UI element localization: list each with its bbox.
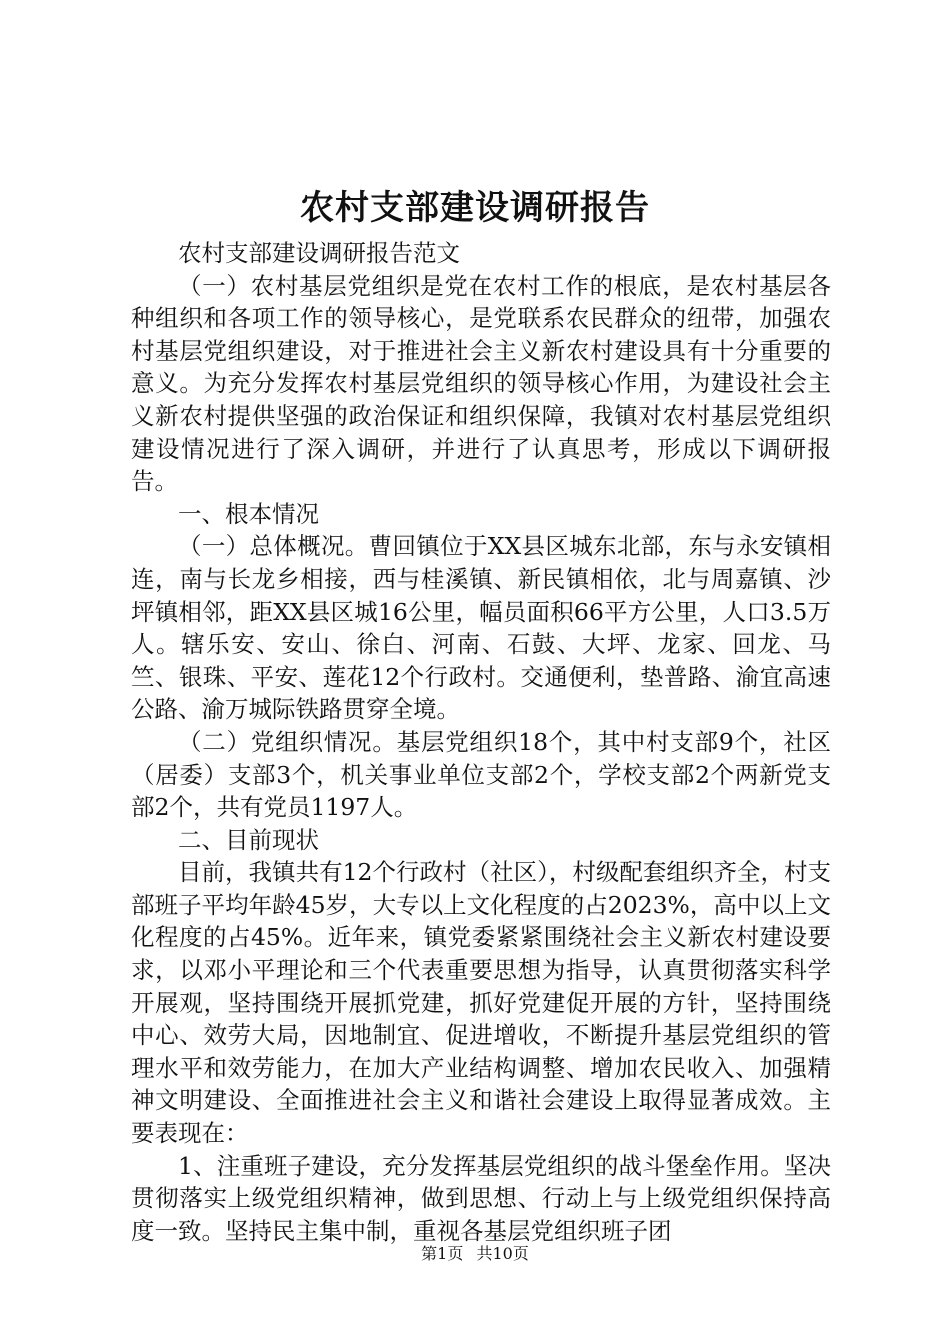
document-title: 农村支部建设调研报告: [300, 188, 650, 228]
section-heading: 二、目前现状: [178, 825, 319, 854]
page-number: 第1页: [421, 1244, 464, 1263]
body-paragraph: （二）党组织情况。基层党组织18个，其中村支部9个，社区（居委）支部3个，机关事业单位支部2个，学校支部2个两新党支部2个，共有党员1197人。: [131, 727, 831, 822]
section-heading: 一、根本情况: [178, 499, 319, 528]
body-paragraph: （一）农村基层党组织是党在农村工作的根底，是农村基层各种组织和各项工作的领导核心，是党联系农民群众的纽带，加强农村基层党组织建设，对于推进社会主义新农村建设具有十分重要的意义。为充分发挥农村基层党组织的领导核心作用，为建设社会主义新农村提供坚强的政治保证和组织保障，我镇对农村基层党组织建设情况进行了深入调研，并进行了认真思考，形成以下调研报告。: [131, 271, 831, 496]
page-total: 共10页: [476, 1244, 529, 1263]
document-body: [131, 237, 831, 1247]
body-paragraph: 1、注重班子建设，充分发挥基层党组织的战斗堡垒作用。坚决贯彻落实上级党组织精神，做到思想、行动上与上级党组织保持高度一致。坚持民主集中制，重视各基层党组织班子团: [131, 1151, 831, 1245]
subtitle-paragraph: 农村支部建设调研报告范文: [178, 239, 460, 267]
body-paragraph: 目前，我镇共有12个行政村（社区），村级配套组织齐全，村支部班子平均年龄45岁，大专以上文化程度的占2023%，高中以上文化程度的占45%。近年来，镇党委紧紧围绕社会主义新农村建设要求，以邓小平理论和三个代表重要思想为指导，认真贯彻落实科学开展观，坚持围绕开展抓党建，抓好党建促开展的方针，坚持围绕中心、效劳大局，因地制宜、促进增收，不断提升基层党组织的管理水平和效劳能力，在加大产业结构调整、增加农民收入、加强精神文明建设、全面推进社会主义和谐社会建设上取得显著成效。主要表现在：: [131, 858, 831, 1148]
body-paragraph: （一）总体概况。曹回镇位于XX县区城东北部，东与永安镇相连，南与长龙乡相接，西与桂溪镇、新民镇相依，北与周嘉镇、沙坪镇相邻，距XX县区城16公里，幅员面积66平方公里，人口3.5万人。辖乐安、安山、徐白、河南、石鼓、大坪、龙家、回龙、马竺、银珠、平安、莲花12个行政村。交通便利，垫普路、渝宜高速公路、渝万城际铁路贯穿全境。: [131, 532, 831, 724]
page-footer: [0, 1244, 950, 1264]
